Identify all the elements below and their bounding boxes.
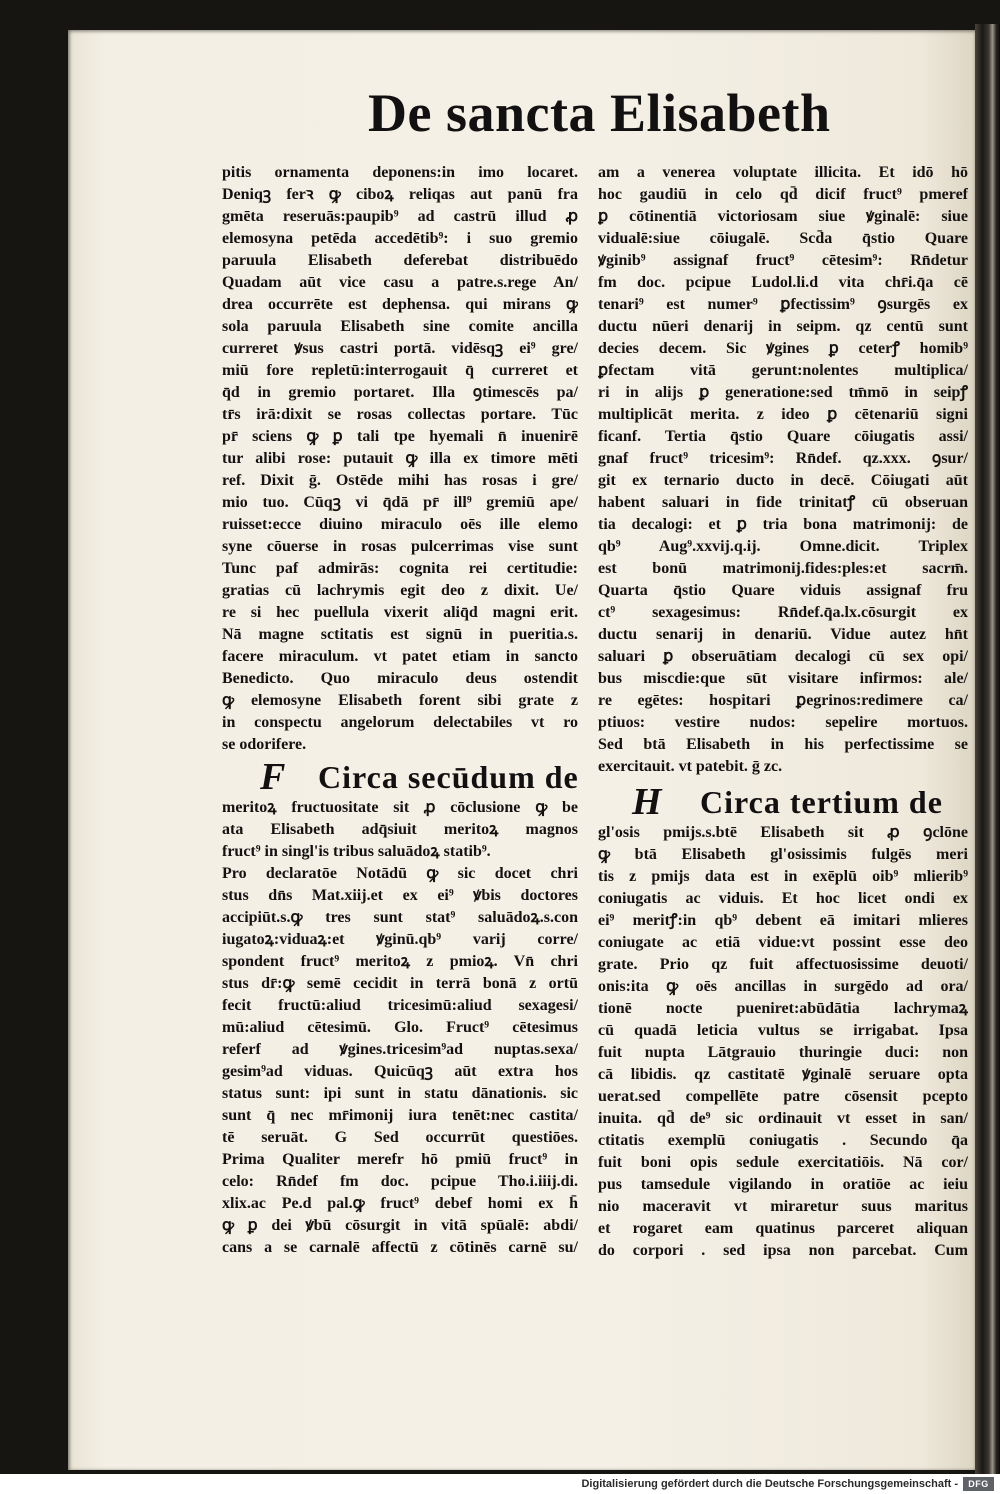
dfg-logo: DFG	[963, 1477, 994, 1491]
text-line: bus miscdie:que sūt visitare infirmos: ale/	[598, 670, 968, 687]
text-line: ꝙ btā Elisabeth gl'osissimis fulgēs meri	[598, 846, 968, 863]
text-line: vidualē:siue cōiugalē. Scd̄a q̄stio Quare	[598, 230, 968, 247]
text-line: re egētes: hospitari ꝑegrinos:redimere ca/	[598, 692, 968, 709]
text-line: nio maceravit vt miraretur suus maritus	[598, 1198, 968, 1215]
text-line: ctitatis exemplū coniugatis . Secundo q̄a	[598, 1132, 968, 1149]
text-line: se odorifere.	[222, 736, 307, 753]
text-line: ꝑ cōtinentiā victoriosam siue ꝟginalē: siue	[598, 208, 968, 225]
right-column-block-1	[598, 162, 968, 778]
text-line: status sunt: ipi sunt in statu dānationis. sic	[222, 1085, 578, 1102]
text-line: syne cōuerse in rosas pulcerrimas vise sunt	[222, 538, 578, 555]
text-line: miū fore repletū:interrogauit q̄ curreret et	[222, 362, 578, 379]
text-line: ꝙ elemosyne Elisabeth forent sibi grate z	[222, 692, 578, 709]
text-line: facere miraculum. vt patet etiam in sancto	[222, 648, 578, 665]
text-line: q̄d in gremio portaret. Illa ꝯtimescēs pa/	[222, 384, 578, 401]
funding-notice: Digitalisierung gefördert durch die Deutsche Forschungsgemeinschaft -	[581, 1478, 958, 1490]
text-line: mū:aliud cētesimū. Glo. Fruct⁹ cētesimus	[222, 1019, 578, 1036]
text-line: git ex ternario ducto in decē. Cōiugati aūt	[598, 472, 968, 489]
text-line: am a venerea voluptate illicita. Et idō hō	[598, 164, 968, 181]
text-line: re si hec puellula vixerit aliq̄d magni erit.	[222, 604, 578, 621]
text-line: celo: Rn̄def fm doc. pcipue Tho.i.iiij.di.	[222, 1173, 578, 1190]
text-line: tē seruāt. G Sed occurrūt questiōes.	[222, 1129, 578, 1146]
text-line: decies decem. Sic ꝟgines ꝑ ceterꝭ homib⁹	[598, 340, 968, 357]
section-initial-h: H	[632, 781, 662, 823]
section-heading-tertium	[598, 782, 968, 822]
footer-bar	[0, 1474, 1000, 1494]
text-line: ref. Dixit ḡ. Ostēde mihi has rosas i gre/	[222, 472, 578, 489]
text-line: gmēta reseruās:paupib⁹ ad castrū illud ꝓ	[222, 208, 578, 225]
text-line: Quadam aūt vice casu a patre.s.rege An/	[222, 274, 578, 291]
text-line: fecit fructū:aliud tricesimū:aliud sexagesi/	[222, 997, 578, 1014]
text-line: tia decalogi: et ꝑ tria bona matrimonij: de	[598, 516, 968, 533]
text-line: cans a se carnalē affectū z cōtinēs carnē su/	[222, 1239, 578, 1256]
text-line: stus dr̄:ꝙ semē cecidit in terrā bonā z ortū	[222, 975, 578, 992]
text-line: gratias cū lachrymis egit deo z dixit. Ue/	[222, 582, 578, 599]
text-line: drea occurrēte est dephensa. qui mirans ꝙ	[222, 296, 578, 313]
text-line: Prima Qualiter merefr hō pmiū fruct⁹ in	[222, 1151, 578, 1168]
text-line: multiplicāt merita. z ideo ꝑ cētenariū signi	[598, 406, 968, 423]
text-line: Deniqꝫ ferꝛ ꝙ ciboꝝ reliqas aut panū fra	[222, 186, 578, 203]
text-line: inuita. qd̄ de⁹ sic ordinauit vt esset in san/	[598, 1110, 968, 1127]
text-line: paruula Elisabeth deferebat distribuēdo	[222, 252, 578, 269]
text-line: xlix.ac Pe.d pal.ꝙ fruct⁹ debef homi ex h̄	[222, 1195, 578, 1212]
text-line: sunt q̄ nec mr̄imonij iura tenēt:nec castita/	[222, 1107, 578, 1124]
text-line: fuit nupta Lātgrauio thuringie duci: non	[598, 1044, 968, 1061]
left-column-block-2	[222, 797, 578, 1259]
text-line: ct⁹ sexagesimus: Rn̄def.q̄a.lx.cōsurgit ex	[598, 604, 968, 621]
text-line: spondent fruct⁹ meritoꝝ z pmioꝝ. Vn̄ chri	[222, 953, 578, 970]
text-line: accipiūt.s.ꝙ tres sunt stat⁹ saluādoꝝ.s.con	[222, 909, 578, 926]
text-line: ptiuos: vestire nudos: sepelire mortuos.	[598, 714, 968, 731]
text-line: coniugatis ac viduis. Et hoc licet ondi ex	[598, 890, 968, 907]
text-line: qb⁹ Aug⁹.xxvij.q.ij. Omne.dicit. Triplex	[598, 538, 968, 555]
text-line: Nā magne sctitatis est signū in pueritia.s.	[222, 626, 578, 643]
text-line: exercitauit. vt patebit. ḡ zc.	[598, 758, 783, 775]
text-line: grate. Prio qz fuit affectuosissime deuoti/	[598, 956, 968, 973]
text-line: Benedicto. Quo miraculo deus ostendit	[222, 670, 578, 687]
text-line: uerat.sed compellēte patre cōsensit pcepto	[598, 1088, 968, 1105]
text-line: pitis ornamenta deponens:in imo locaret.	[222, 164, 578, 181]
right-column-block-2	[598, 822, 968, 1262]
text-line: cā libidis. qz castitatē ꝟginalē seruare opta	[598, 1066, 968, 1083]
section-heading-text: Circa tertium de	[700, 784, 943, 820]
text-line: ꝙ ꝑ dei ꝟbū cōsurgit in vitā spūalē: abdi/	[222, 1217, 578, 1234]
text-line: ꝑfectam vitā gerunt:nolentes multiplica/	[598, 362, 968, 379]
text-line: ri in alijs ꝑ generatione:sed tm̄mō in seipꝭ	[598, 384, 968, 401]
text-line: ata Elisabeth adq̄siuit meritoꝝ magnos	[222, 821, 578, 838]
text-line: ei⁹ meritꝭ:in qb⁹ debent eā imitari mlieres	[598, 912, 968, 929]
text-line: Pro declaratōe Notādū ꝙ sic docet chri	[222, 865, 578, 882]
text-line: et rogaret eam quatinus parceret aliquan	[598, 1220, 968, 1237]
text-line: pus tamsedule vigilando in oratiōe ac ieiu	[598, 1176, 968, 1193]
text-line: mio tuo. Cūqꝫ vi q̄dā pr̄ ill⁹ gremiū ape/	[222, 494, 578, 511]
section-heading-text: Circa secūdum de	[318, 759, 579, 795]
text-line: sola paruula Elisabeth sine comite ancilla	[222, 318, 578, 335]
text-line: in conspectu angelorum delectabiles vt ro	[222, 714, 578, 731]
text-line: tr̄s irā:dixit se rosas collectas portare. Tūc	[222, 406, 578, 423]
text-line: onis:ita ꝙ oēs ancillas in surgēdo ad ora/	[598, 978, 968, 995]
page-title: De sancta Elisabeth	[368, 83, 831, 143]
text-line: gesim⁹ad viduas. Quicūqꝫ aūt extra hos	[222, 1063, 578, 1080]
text-line: ficanf. Tertia q̄stio Quare cōiugatis assi/	[598, 428, 968, 445]
text-line: Tunc paf admirās: cognita rei certitudie:	[222, 560, 578, 577]
text-line: coniugate ac etiā vidue:vt possint esse deo	[598, 934, 968, 951]
text-line: tionē nocte pueniret:abūdātia lachrymaꝝ	[598, 1000, 968, 1017]
text-line: ductu nūeri denarij in seipm. qz centū sunt	[598, 318, 968, 335]
text-line: ductu senarij in denariū. Vidue autez hn̄t	[598, 626, 968, 643]
text-line: referf ad ꝟgines.tricesim⁹ad nuptas.sexa/	[222, 1041, 578, 1058]
text-line: tenari⁹ est numer⁹ ꝑfectissim⁹ ꝯsurgēs ex	[598, 296, 968, 313]
text-line: fuit boni opis sedule exercitatiōis. Nā cor/	[598, 1154, 968, 1171]
text-line: saluari ꝑ obseruātiam decalogi cū sex opi/	[598, 648, 968, 665]
left-column-block-1	[222, 162, 578, 756]
text-line: fruct⁹ in singl'is tribus saluādoꝝ statib⁹.	[222, 843, 491, 860]
text-line: ꝟginib⁹ assignaf fruct⁹ cētesim⁹: Rn̄detur	[598, 252, 968, 269]
text-line: fm doc. pcipue Ludol.li.d vita chr̄i.q̄a cē	[598, 274, 968, 291]
text-line: hoc gaudiū in celo qd̄ dicif fruct⁹ pmeref	[598, 186, 968, 203]
text-line: gl'osis pmijs.s.btē Elisabeth sit ꝓ ꝯclōne	[598, 824, 968, 841]
text-line: elemosyna petēda accedētib⁹: i suo gremio	[222, 230, 578, 247]
text-line: do corpori . sed ipsa non parcebat. Cum	[598, 1242, 968, 1259]
book-binding-edge	[975, 24, 1000, 1474]
text-line: ruisset:ecce diuino miraculo oēs ille elemo	[222, 516, 578, 533]
text-line: habent saluari in fide trinitatꝭ cū obseruan	[598, 494, 968, 511]
text-line: tur alibi rose: putauit ꝙ illa ex timore mēti	[222, 450, 578, 467]
text-line: cū quadā leticia vultus se irrigabat. Ipsa	[598, 1022, 968, 1039]
text-line: tis z pmijs data est in exēplū oib⁹ mlierib⁹	[598, 868, 968, 885]
text-line: Sed btā Elisabeth in his perfectissime se	[598, 736, 968, 753]
text-line: stus dn̄s Mat.xiij.et ex ei⁹ ꝟbis doctores	[222, 887, 578, 904]
text-line: iugatoꝝ:viduaꝝ:et ꝟginū.qb⁹ varij corre/	[222, 931, 578, 948]
text-line: pr̄ sciens ꝙ ꝑ tali tpe hyemali n̄ inuenirē	[222, 428, 578, 445]
text-line: meritoꝝ fructuositate sit ꝓ cōclusione ꝙ be	[222, 799, 578, 816]
text-line: est bonū matrimonij.fides:ples:et sacrm̄.	[598, 560, 968, 577]
text-line: curreret ꝟsus castri portā. vidēsqꝫ ei⁹ gre/	[222, 340, 578, 357]
text-line: gnaf fruct⁹ tricesim⁹: Rn̄def. qz.xxx. ꝯsur/	[598, 450, 968, 467]
section-initial-f: F	[260, 756, 286, 798]
section-heading-secundum	[222, 757, 578, 797]
text-line: Quarta q̄stio Quare viduis assignaf fru	[598, 582, 968, 599]
